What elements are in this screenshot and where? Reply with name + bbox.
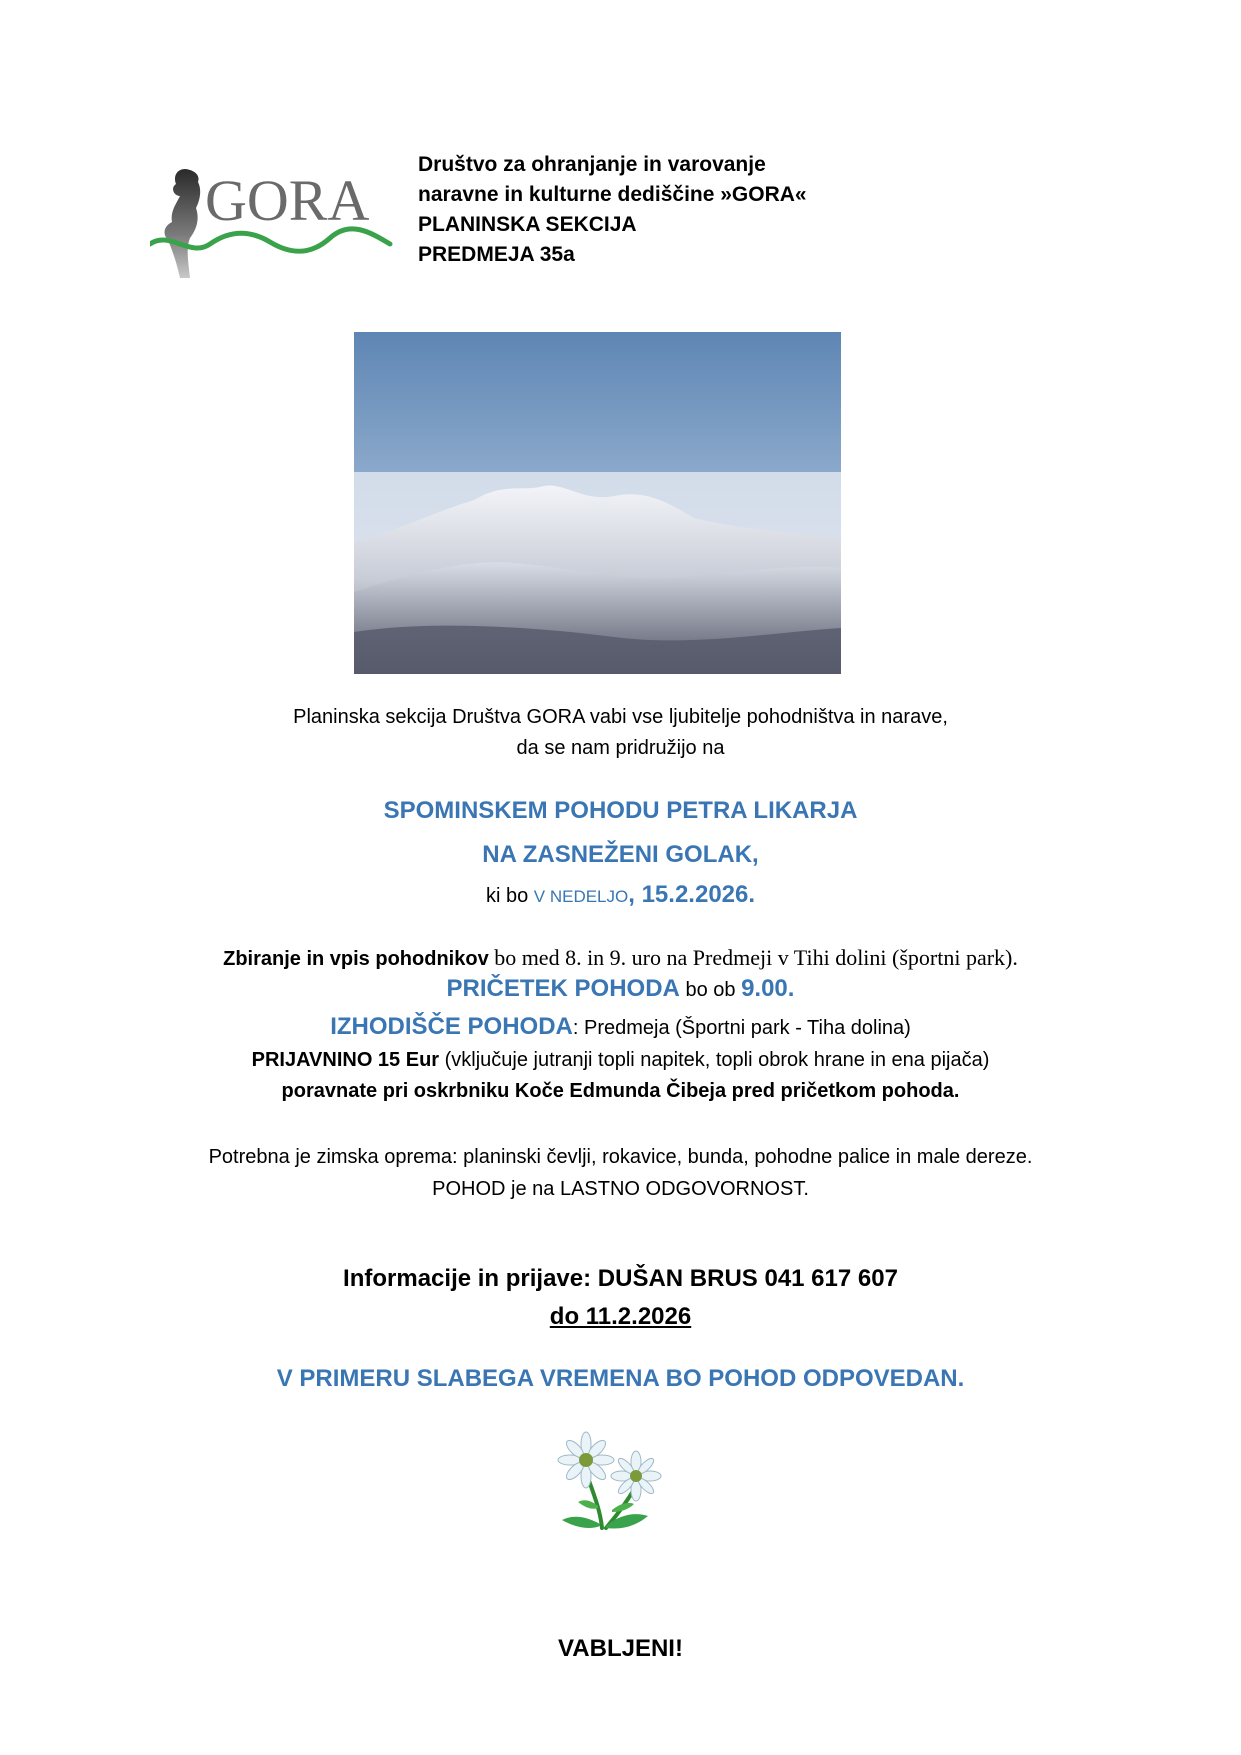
contact-deadline: do 11.2.2026	[549, 1303, 692, 1330]
weather-notice: V PRIMERU SLABEGA VREMENA BO POHOD ODPOVEDAN.	[276, 1365, 965, 1392]
fee-info	[0, 1049, 1241, 1072]
start-info	[0, 975, 1241, 1003]
fee-text: (vključuje jutranji topli napitek, topli obrok hrane in ena pijača)	[439, 1049, 990, 1071]
origin-text: : Predmeja (Športni park - Tiha dolina)	[572, 1017, 911, 1039]
header-line-1: Društvo za ohranjanje in varovanje	[418, 153, 766, 176]
intro-text	[0, 702, 1241, 764]
logo-text: GORA	[205, 168, 370, 233]
meeting-info	[0, 945, 1241, 971]
payment-info: poravnate pri oskrbniku Koče Edmunda Čibeja pred pričetkom pohoda.	[281, 1080, 960, 1102]
start-mid: bo ob	[679, 979, 742, 1001]
meet-label: Zbiranje in vpis pohodnikov	[223, 948, 489, 970]
contact-info	[0, 1260, 1241, 1336]
header-line-2: naravne in kulturne dediščine »GORA«	[418, 183, 807, 206]
gear-line-1: Potrebna je zimska oprema: planinski čevlji, rokavice, bunda, pohodne palice in male dereze.	[208, 1146, 1033, 1168]
edelweiss-icon	[548, 1428, 668, 1534]
event-when	[0, 881, 1241, 909]
origin-label: IZHODIŠČE POHODA	[330, 1013, 573, 1040]
gora-logo	[150, 160, 395, 285]
intro-line-1: Planinska sekcija Društva GORA vabi vse ljubitelje pohodništva in narave,	[293, 706, 948, 728]
event-title-2: NA ZASNEŽENI GOLAK,	[482, 841, 759, 868]
when-day: V NEDELJO	[533, 887, 629, 906]
gear-info	[0, 1141, 1241, 1205]
snowy-mountain-photo	[354, 332, 841, 674]
organization-header	[418, 150, 807, 270]
when-prefix: ki bo	[485, 885, 534, 907]
gear-line-2: POHOD je na LASTNO ODGOVORNOST.	[432, 1178, 809, 1200]
fee-label: PRIJAVNINO 15 Eur	[251, 1049, 440, 1071]
header-line-3: PLANINSKA SEKCIJA	[418, 213, 637, 236]
when-date: , 15.2.2026.	[628, 881, 756, 908]
intro-line-2: da se nam pridružijo na	[516, 737, 725, 759]
runner-silhouette-icon	[165, 169, 201, 278]
origin-info	[0, 1013, 1241, 1041]
contact-line: Informacije in prijave: DUŠAN BRUS 041 617 607	[343, 1265, 898, 1292]
header-line-4: PREDMEJA 35a	[418, 243, 575, 266]
closing-text: VABLJENI!	[558, 1635, 683, 1662]
start-label: PRIČETEK POHODA	[446, 975, 680, 1002]
event-title-1: SPOMINSKEM POHODU PETRA LIKARJA	[383, 797, 858, 824]
meet-text: bo med 8. in 9. uro na Predmeji v Tihi dolini (športni park).	[488, 945, 1018, 970]
start-time: 9.00.	[741, 975, 795, 1002]
